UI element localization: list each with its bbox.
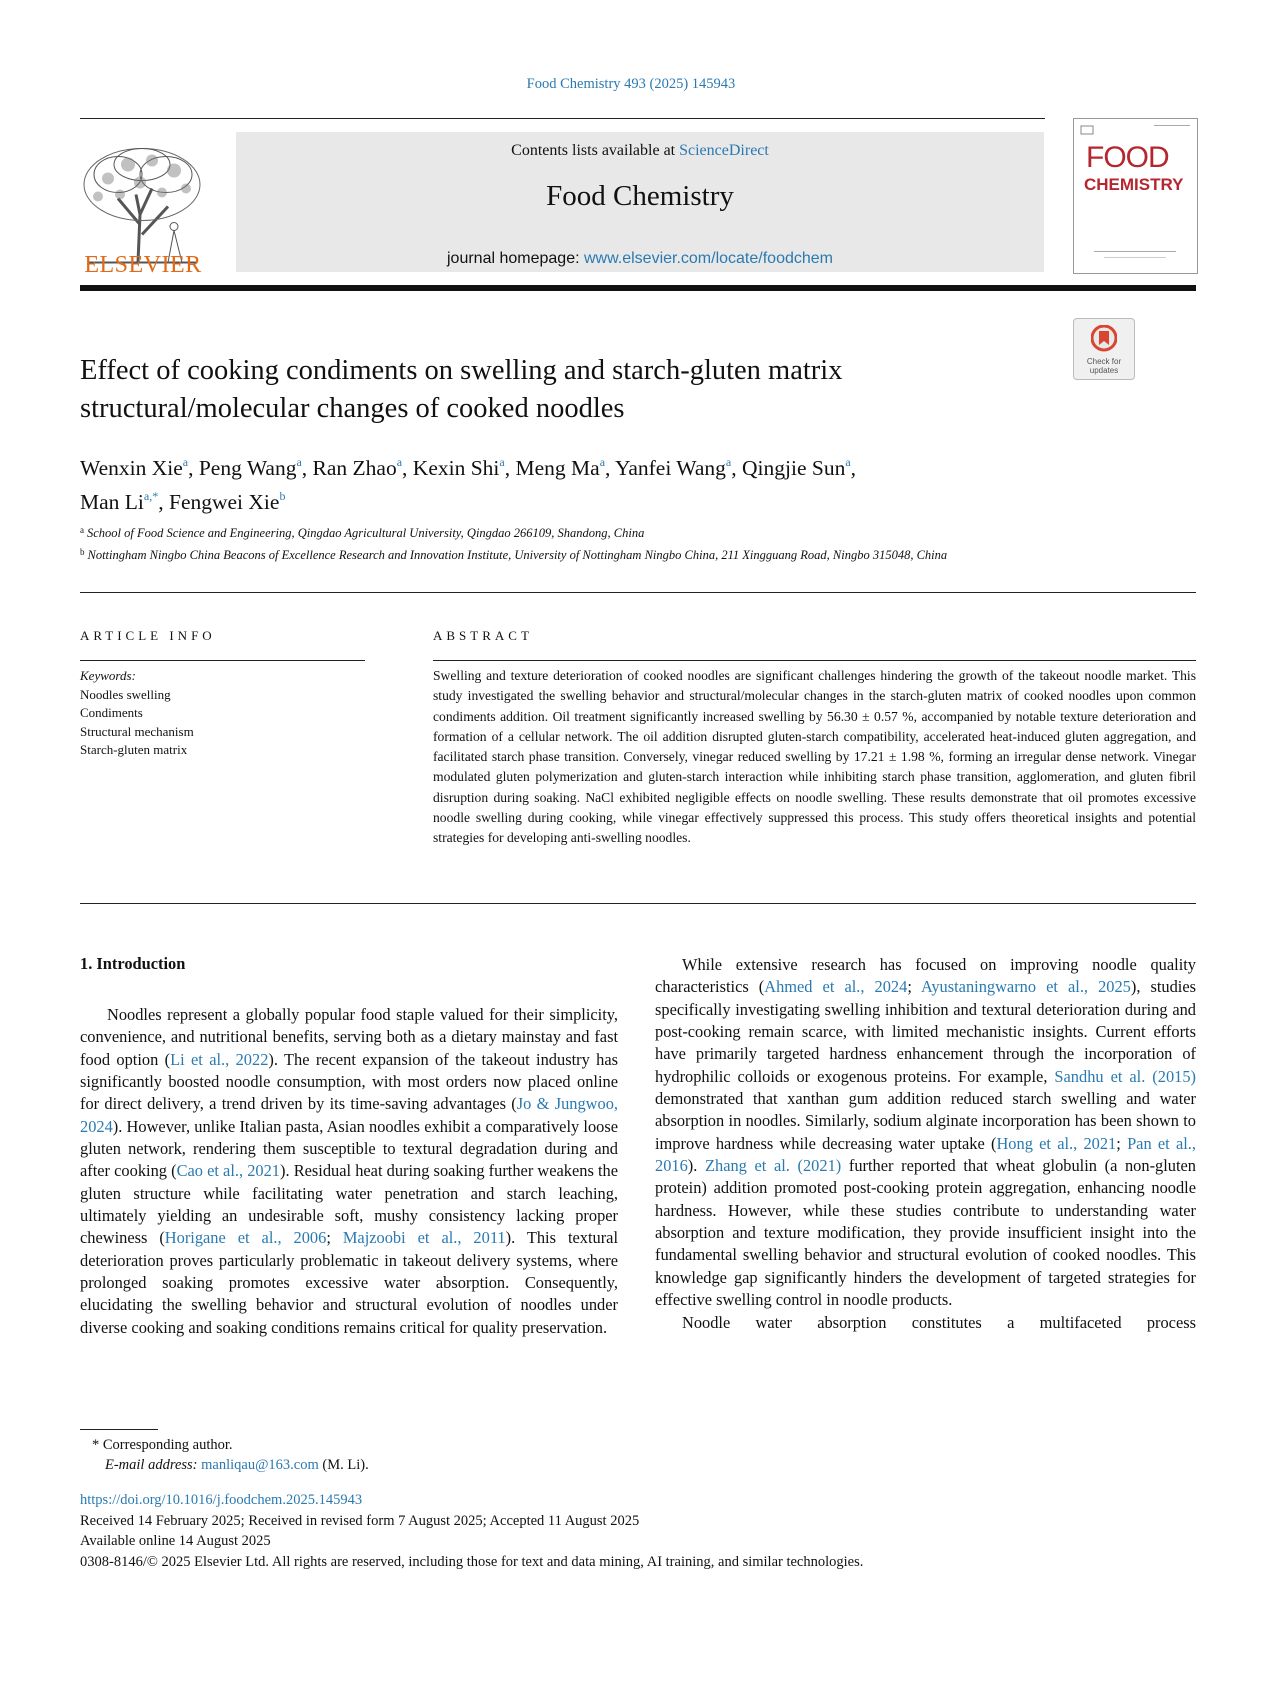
header-rule-bottom (80, 285, 1196, 291)
author-name: Man Li (80, 490, 144, 514)
author-affiliation-mark[interactable]: a (396, 455, 403, 469)
affiliation-text: Nottingham Ningbo China Beacons of Excellence Research and Innovation Institute, University of Nottingham Ningbo China, 211 Xingguang Road, Ningbo 315048, China (87, 547, 948, 562)
body-text: ), studies specifically investigating swelling inhibition and textural deterioration during and post-cooking remain scarce, with limited mechanistic insights. Current efforts have primarily targeted hardness enhancement through the incorporation of hydrophilic colloids or exogenous proteins. For example, (655, 977, 1196, 1086)
citation-link[interactable]: Li et al., 2022 (170, 1049, 269, 1069)
abstract-text: Swelling and texture deterioration of cooked noodles are significant challenges hindering the growth of the takeout noodle market. This study investigated the swelling behavior and structural/molecular changes in the starch-gluten matrix of cooked noodles upon common condiments addition. Oil treatment significantly increased swelling by 56.30 ± 0.57 %, accompanied by notable texture deterioration and formation of a cellular network. The oil addition disrupted gluten-starch compatibility, accelerated heat-induced gluten aggregation, and facilitated starch phase transition. Conversely, vinegar reduced swelling by 17.21 ± 1.98 %, forming an irregular dense network. Vinegar modulated gluten polymerization and gluten-starch interaction while inhibiting starch phase transition, agglomeration, and gluten fibril disruption during soaking. NaCl exhibited negligible effects on noodle swelling. These results demonstrate that oil promotes excessive noodle swelling during cooking, while vinegar effectively suppressed this process. This study offers theoretical insights and potential strategies for developing anti-swelling noodles. (433, 668, 1196, 846)
author-separator: , (731, 456, 742, 480)
body-text: further reported that wheat globulin (a non-gluten protein) addition promoted post-cooking protein aggregation, enhancing noodle hardness. However, while these studies contribute to understanding water absorption and texture modification, they provide insufficient insight into the fundamental swelling behavior and structural evolution of cooked noodles. This knowledge gap significantly hinders the development of targeted strategies for effective swelling control in noodle products. (655, 1156, 1197, 1310)
journal-cover-thumbnail[interactable] (1073, 118, 1198, 274)
corresponding-author-note: * Corresponding author. (92, 1437, 233, 1453)
body-text: ; (1116, 1133, 1128, 1153)
keyword-item: Starch-gluten matrix (80, 742, 188, 757)
footnote (92, 1435, 369, 1475)
affiliations (80, 521, 1060, 564)
author-separator: , (605, 456, 615, 480)
cover-food-text: FOOD (1086, 141, 1169, 174)
affiliation-rule (80, 592, 1196, 593)
publication-info (80, 1490, 863, 1572)
citation-link[interactable]: Ahmed et al., 2024 (764, 977, 908, 997)
body-text: ). The recent expansion of the takeout industry has significantly boosted noodle consumption, with most orders now placed online for direct delivery, a trend driven by its time-saving advantages ( (80, 1049, 618, 1114)
citation-link[interactable]: Ayustaningwarno et al., 2025 (921, 977, 1131, 997)
citation-link[interactable]: Zhang et al. (2021) (704, 1156, 842, 1176)
footnote-rule (80, 1429, 158, 1430)
keyword-item: Condiments (80, 705, 143, 720)
body-text: While extensive research has focused on improving noodle quality characteristics ( (655, 955, 1196, 997)
article-info-rule (80, 660, 365, 661)
author-name: Yanfei Wang (614, 456, 726, 480)
sciencedirect-link[interactable]: ScienceDirect (679, 142, 769, 159)
keywords-block (80, 667, 194, 760)
author-affiliation-mark[interactable]: a (296, 455, 302, 469)
author-name: Peng Wang (198, 456, 297, 480)
abstract-rule (433, 660, 1196, 661)
author-affiliation-mark[interactable]: a (845, 455, 851, 469)
author-name: Kexin Shi (412, 456, 500, 480)
author-affiliation-mark[interactable]: b (279, 489, 286, 503)
author-affiliation-mark[interactable]: a (182, 455, 189, 469)
article-info-heading: ARTICLE INFO (80, 628, 216, 643)
homepage-prefix: journal homepage: (447, 250, 584, 267)
email-line (92, 1455, 369, 1475)
body-text: ). This textural deterioration proves particularly problematic in takeout delivery systems, where prolonged soaking promotes excessive water absorption. Consequently, elucidating the swelling behavior and structural evolution of noodles under diverse cooking and soaking conditions remains critical for quality preservation. (80, 1228, 619, 1337)
author-separator: , (504, 456, 516, 480)
body-text: ). Residual heat during soaking further weakens the gluten structure while facilitating water penetration and starch leaching, ultimately yielding an undesirable soft, mushy consistency lacking proper chewiness ( (80, 1161, 618, 1248)
body-text: ; (326, 1228, 343, 1248)
doi-link[interactable]: https://doi.org/10.1016/j.foodchem.2025.145943 (80, 1492, 363, 1508)
author-separator: , (301, 456, 313, 480)
keyword-item: Noodles swelling (80, 686, 171, 702)
abstract-heading: ABSTRACT (433, 628, 533, 643)
publisher-name: ELSEVIER (84, 252, 202, 278)
article-title: Effect of cooking condiments on swelling and starch-gluten matrix structural/molecular changes of cooked noodles (80, 355, 843, 424)
check-for-updates-label: Check for updates (1086, 357, 1122, 375)
check-for-updates-icon (1091, 325, 1117, 355)
homepage-line (236, 250, 1044, 268)
author-affiliation-mark[interactable]: a (599, 455, 606, 469)
cover-publisher-icon (1080, 125, 1094, 135)
body-text: ; (907, 977, 922, 997)
body-text: Noodles represent a globally popular food staple valued for their simplicity, convenience, and nutritional benefits, serving both as a dietary mainstay and fast food option ( (80, 1005, 618, 1069)
journal-reference[interactable]: Food Chemistry 493 (2025) 145943 (526, 76, 736, 92)
affiliation-a (80, 521, 1060, 543)
journal-homepage-link[interactable]: www.elsevier.com/locate/foodchem (583, 250, 833, 267)
keywords-heading: Keywords: (80, 668, 136, 683)
cover-footer-line-icon (1094, 249, 1176, 263)
intro-paragraph (655, 954, 1196, 1312)
citation-link[interactable]: Cao et al., 2021 (176, 1161, 281, 1181)
body-text: ). (687, 1156, 705, 1176)
citation-link[interactable]: Hong et al., 2021 (996, 1133, 1117, 1153)
citation-link[interactable]: Jo & Jungwoo, 2024 (80, 1094, 618, 1136)
author-affiliation-mark[interactable]: a,* (143, 489, 159, 503)
email-label: E-mail address: (105, 1457, 202, 1473)
affiliation-b (80, 543, 1060, 565)
journal-banner (236, 132, 1044, 272)
citation-link[interactable]: Horigane et al., 2006 (164, 1228, 327, 1248)
citation-link[interactable]: Majzoobi et al., 2011 (342, 1228, 506, 1248)
author-name: Wenxin Xie (80, 456, 183, 480)
contents-prefix: Contents lists available at (511, 142, 680, 159)
section-heading-introduction: 1. Introduction (80, 954, 186, 973)
header-rule-top (80, 118, 1045, 119)
author-name: Meng Ma (515, 456, 600, 480)
cover-header-line-icon (1154, 123, 1190, 129)
cover-chemistry-text: CHEMISTRY (1084, 175, 1184, 194)
email-link[interactable]: manliqau@163.com (201, 1457, 319, 1473)
affiliation-mark: b (80, 546, 85, 557)
author-separator: , (850, 456, 857, 480)
citation-link[interactable]: Sandhu et al. (2015) (1054, 1066, 1196, 1086)
check-for-updates-badge[interactable] (1073, 318, 1135, 380)
received-dates: Received 14 February 2025; Received in revised form 7 August 2025; Accepted 11 August 2025 (80, 1512, 640, 1529)
author-separator: , (402, 456, 413, 480)
citation-link[interactable]: Pan et al., 2016 (655, 1133, 1196, 1176)
intro-left-column (80, 1004, 618, 1339)
abstract-bottom-rule (80, 903, 1196, 904)
author-affiliation-mark[interactable]: a (499, 455, 505, 469)
affiliation-mark: a (80, 525, 84, 535)
author-separator: , (158, 490, 169, 514)
journal-title: Food Chemistry (546, 180, 734, 212)
author-affiliation-mark[interactable]: a (725, 455, 732, 469)
intro-right-column (655, 954, 1196, 1334)
copyright-line: 0308-8146/© 2025 Elsevier Ltd. All rights are reserved, including those for text and data mining, AI training, and similar technologies. (80, 1553, 864, 1570)
author-separator: , (188, 456, 199, 480)
email-suffix: (M. Li). (318, 1457, 369, 1473)
body-text: ). However, unlike Italian pasta, Asian noodles exhibit a comparatively loose gluten network, rendering them susceptible to textural degradation during and after cooking ( (80, 1116, 618, 1181)
affiliation-text: School of Food Science and Engineering, Qingdao Agricultural University, Qingdao 266109, Shandong, China (87, 526, 645, 540)
intro-paragraph-continued: Noodle water absorption constitutes a multifaceted process (682, 1312, 1196, 1332)
keyword-item: Structural mechanism (80, 723, 194, 739)
author-name: Ran Zhao (312, 456, 397, 480)
available-online: Available online 14 August 2025 (80, 1533, 271, 1549)
author-name: Fengwei Xie (168, 490, 280, 514)
author-list (80, 448, 1080, 516)
author-name: Qingjie Sun (742, 456, 846, 480)
body-text: demonstrated that xanthan gum addition reduced starch swelling and water absorption in noodles. Similarly, sodium alginate incorporation has been shown to improve hardness while decreasing water uptake ( (655, 1089, 1196, 1153)
contents-line (236, 142, 1044, 160)
